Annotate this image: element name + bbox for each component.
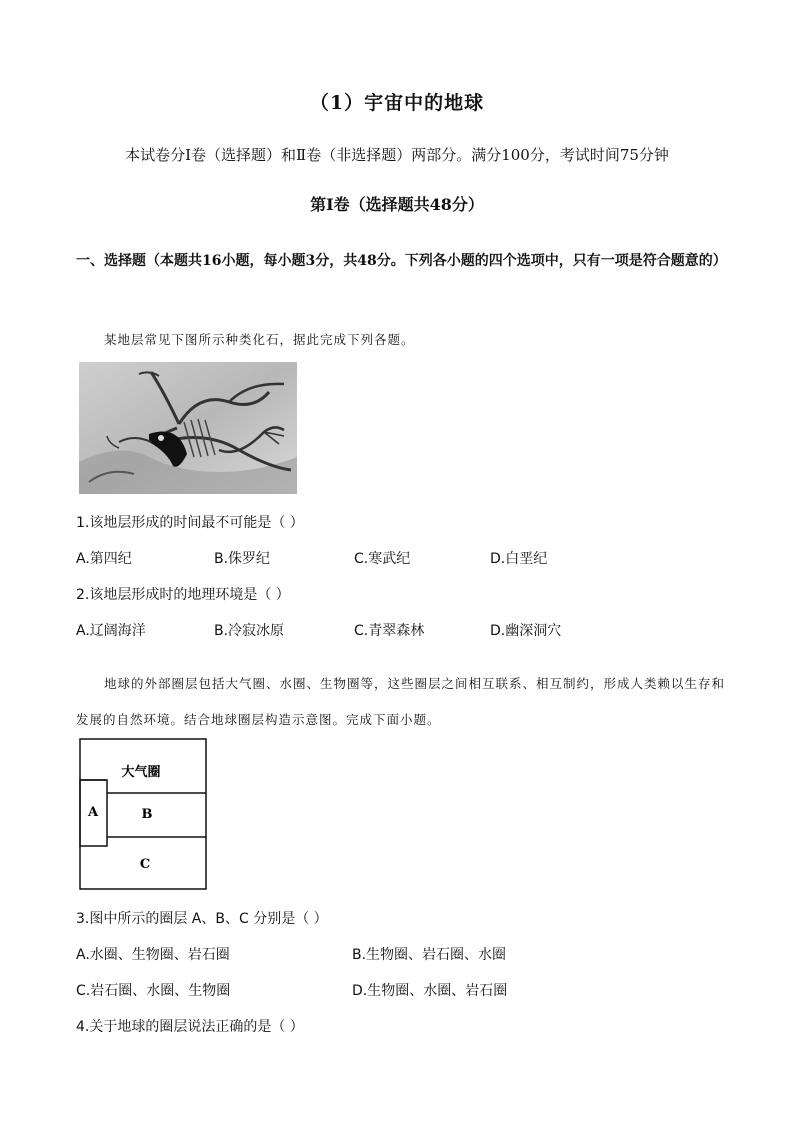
q2-option-a: A.辽阔海洋 <box>76 623 146 639</box>
sphere-b-label: B <box>141 807 153 822</box>
sphere-a-label: A <box>87 805 99 820</box>
passage-fossil: 某地层常见下图所示种类化石，据此完成下列各题。 <box>104 332 415 347</box>
sphere-c-label: C <box>139 857 151 872</box>
q2-option-c: C.青翠森林 <box>354 623 425 639</box>
q3-option-a: A.水圈、生物圈、岩石圈 <box>76 947 230 963</box>
q3-option-d: D.生物圈、水圈、岩石圈 <box>352 983 508 999</box>
q1-option-a: A.第四纪 <box>76 551 132 567</box>
question-3: 3.图中所示的圈层 A、B、C 分别是（ ） <box>76 911 328 927</box>
page-title: （1）宇宙中的地球 <box>309 92 485 114</box>
passage-spheres: 地球的外部圈层包括大气圈、水圈、生物圈等，这些圈层之间相互联系、相互制约，形成人类赖以生存和发展的自然环境。结合地球圈层构造示意图。完成下面小题。 <box>76 676 726 727</box>
fossil-image <box>79 362 297 494</box>
q2-option-b: B.冷寂冰原 <box>214 623 285 639</box>
q1-option-b: B.侏罗纪 <box>214 551 271 567</box>
atmosphere-label: 大气圈 <box>121 765 161 780</box>
question-4: 4.关于地球的圈层说法正确的是（ ） <box>76 1019 304 1035</box>
q3-option-c: C.岩石圈、水圈、生物圈 <box>76 983 231 999</box>
question-2: 2.该地层形成时的地理环境是（ ） <box>76 587 290 603</box>
sphere-diagram <box>79 738 207 890</box>
question-1: 1.该地层形成的时间最不可能是（ ） <box>76 515 304 531</box>
exam-intro: 本试卷分Ⅰ卷（选择题）和Ⅱ卷（非选择题）两部分。满分100分，考试时间75分钟 <box>125 146 669 164</box>
q1-option-c: C.寒武纪 <box>354 551 411 567</box>
volume-title: 第Ⅰ卷（选择题共48分） <box>310 195 484 214</box>
section-heading: 一、选择题（本题共16小题，每小题3分，共48分。下列各小题的四个选项中，只有一项是符合题意的） <box>76 253 727 269</box>
q1-option-d: D.白垩纪 <box>490 551 548 567</box>
q2-option-d: D.幽深洞穴 <box>490 623 562 639</box>
q3-option-b: B.生物圈、岩石圈、水圈 <box>352 947 507 963</box>
